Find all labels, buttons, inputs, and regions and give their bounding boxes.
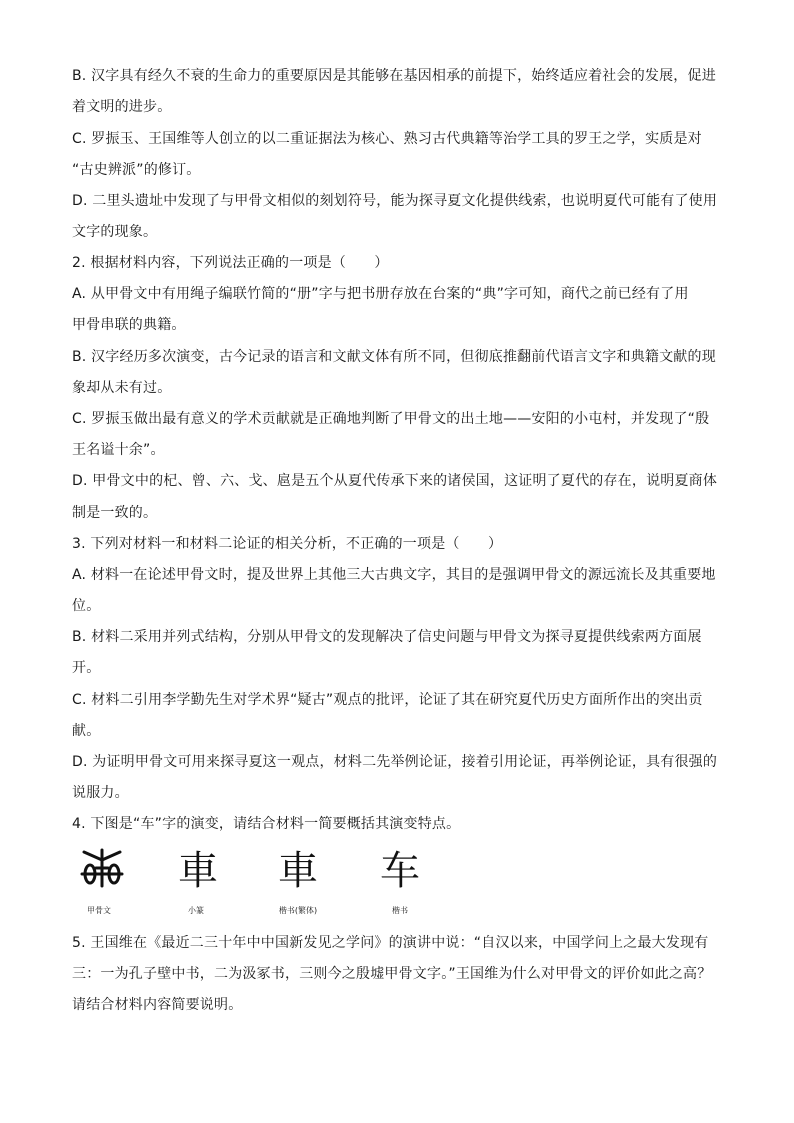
regular-traditional-glyph: 車 bbox=[278, 848, 318, 894]
option-c-line-1: C. 罗振玉、王国维等人创立的以二重证据法为核心、熟习古代典籍等治学工具的罗王之学，实质是对 bbox=[72, 131, 702, 147]
option-b-line-1: B. 汉字具有经久不衰的生命力的重要原因是其能够在基因相承的前提下，始终适应着社会的发展，促进 bbox=[72, 68, 716, 84]
q2-option-a-line-2: 甲骨串联的典籍。 bbox=[72, 317, 186, 333]
q3-option-a-line-2: 位。 bbox=[72, 598, 101, 614]
q3-option-b-line-2: 开。 bbox=[72, 660, 101, 676]
q2-option-c-line-2: 王名谥十余”。 bbox=[72, 442, 165, 458]
q3-option-c-line-1: C. 材料二引用李学勤先生对学术界“疑古”观点的批评，论证了其在研究夏代历史方面所作出的突出贡 bbox=[72, 692, 703, 708]
caption-small-seal: 小篆 bbox=[188, 906, 204, 915]
q2-option-d-line-2: 制是一致的。 bbox=[72, 505, 158, 521]
question-5-line-2: 三：一为孔子壁中书，二为汲冢书，三则今之殷墟甲骨文字。”王国维为什么对甲骨文的评价如此之高？ bbox=[72, 966, 712, 982]
q2-option-b-line-2: 象却从未有过。 bbox=[72, 380, 172, 396]
q2-option-d-line-1: D. 甲骨文中的杞、曾、六、戈、扈是五个从夏代传承下来的诸侯国，这证明了夏代的存在，说明夏商体 bbox=[72, 473, 718, 489]
caption-regular-traditional: 楷书(繁体) bbox=[278, 906, 318, 915]
q2-option-c-line-1: C. 罗振玉做出最有意义的学术贡献就是正确地判断了甲骨文的出土地——安阳的小屯村，并发现了“殷 bbox=[72, 411, 710, 427]
q3-option-d-line-1: D. 为证明甲骨文可用来探寻夏这一观点，材料二先举例论证，接着引用论证，再举例论证，具有很强的 bbox=[72, 754, 718, 770]
option-d-line-1: D. 二里头遗址中发现了与甲骨文相似的刻划符号，能为探寻夏文化提供线索，也说明夏代可能有了使用 bbox=[72, 193, 718, 209]
caption-regular-simplified: 楷书 bbox=[392, 906, 408, 915]
oracle-bone-che-icon bbox=[78, 846, 126, 892]
caption-oracle-bone: 甲骨文 bbox=[87, 906, 111, 915]
q3-option-d-line-2: 说服力。 bbox=[72, 785, 129, 801]
q3-option-c-line-2: 献。 bbox=[72, 723, 101, 739]
q3-option-b-line-1: B. 材料二采用并列式结构，分别从甲骨文的发现解决了信史问题与甲骨文为探寻夏提供线索两方面展 bbox=[72, 629, 702, 645]
option-c-line-2: “古史辨派”的修订。 bbox=[72, 162, 201, 178]
question-3-stem: 3. 下列对材料一和材料二论证的相关分析，不正确的一项是（ ） bbox=[72, 536, 503, 552]
option-d-line-2: 文字的现象。 bbox=[72, 224, 158, 240]
question-2-stem: 2. 根据材料内容，下列说法正确的一项是（ ） bbox=[72, 255, 389, 271]
question-5-line-1: 5. 王国维在《最近二三十年中中国新发见之学问》的演讲中说：“自汉以来，中国学问上之最大发现有 bbox=[72, 935, 709, 951]
che-character-evolution-figure bbox=[72, 846, 452, 922]
regular-simplified-glyph: 车 bbox=[380, 848, 420, 894]
q3-option-a-line-1: A. 材料一在论述甲骨文时，提及世界上其他三大古典文字，其目的是强调甲骨文的源远流长及其重要地 bbox=[72, 567, 716, 583]
question-5-line-3: 请结合材料内容简要说明。 bbox=[72, 997, 243, 1013]
option-b-line-2: 着文明的进步。 bbox=[72, 99, 172, 115]
question-4-stem: 4. 下图是“车”字的演变，请结合材料一简要概括其演变特点。 bbox=[72, 816, 461, 832]
q2-option-a-line-1: A. 从甲骨文中有用绳子编联竹简的“册”字与把书册存放在台案的“典”字可知，商代之前已经有了用 bbox=[72, 286, 689, 302]
small-seal-glyph: 車 bbox=[178, 848, 218, 894]
q2-option-b-line-1: B. 汉字经历多次演变，古今记录的语言和文献文体有所不同，但彻底推翻前代语言文字和典籍文献的现 bbox=[72, 349, 716, 365]
oracle-bone-glyph bbox=[72, 846, 132, 904]
